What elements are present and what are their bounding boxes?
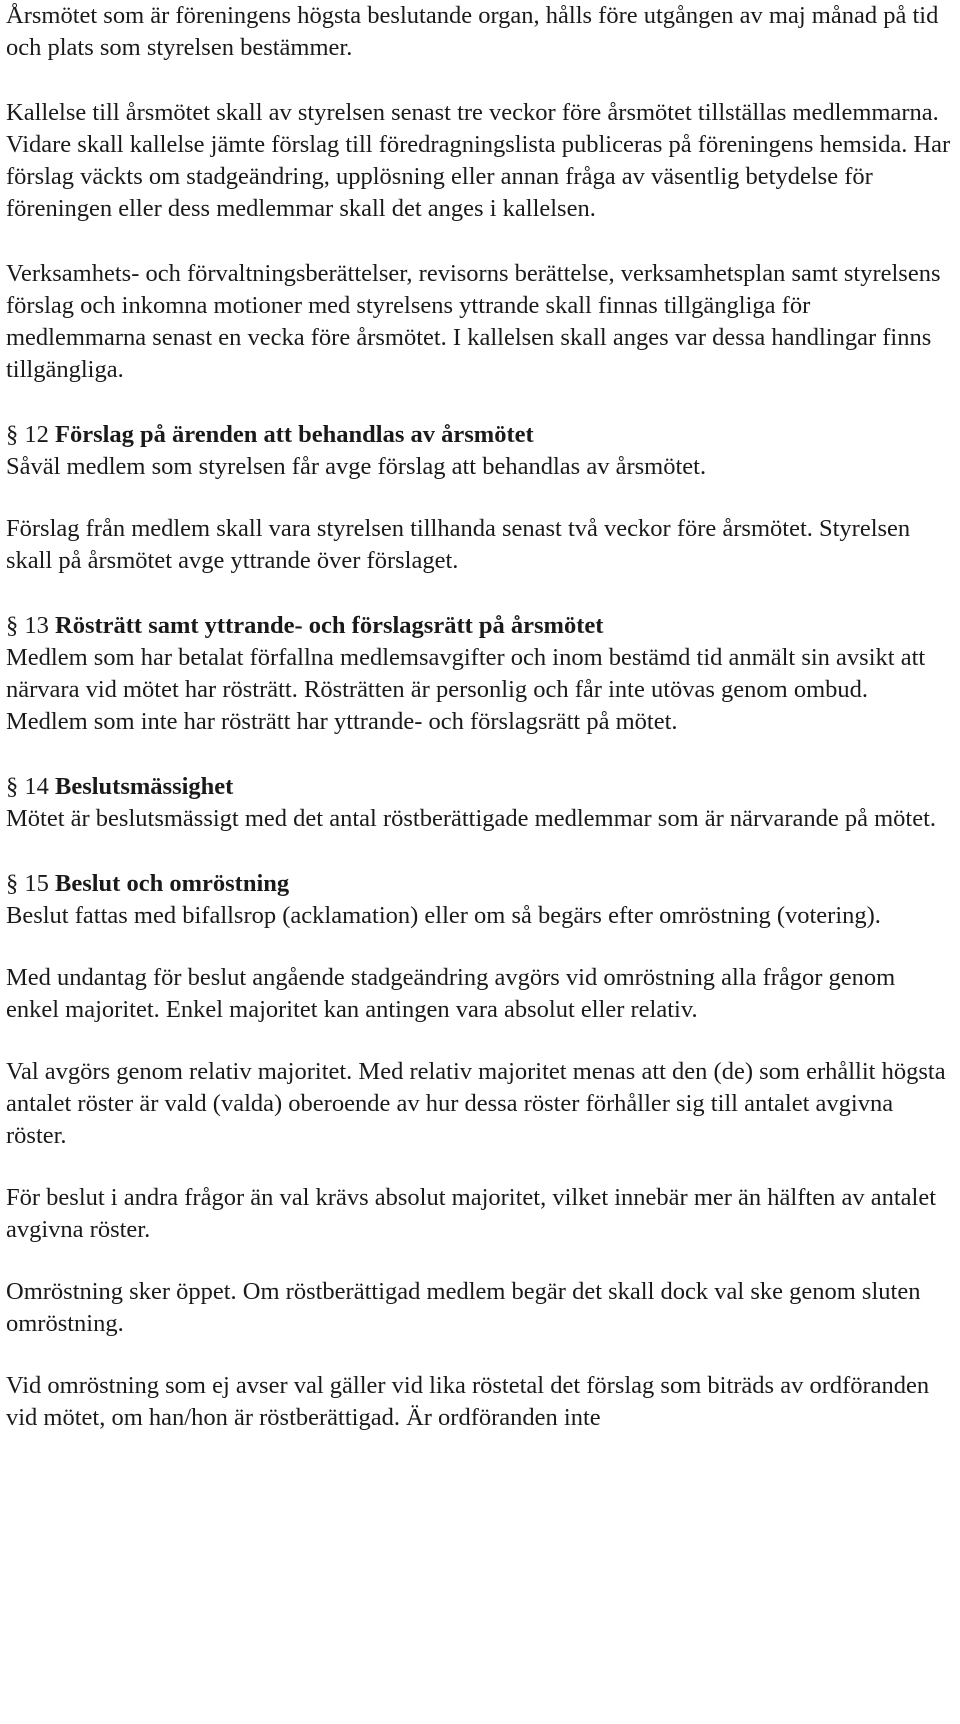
section-title: Rösträtt samt yttrande- och förslagsrätt på årsmötet — [55, 612, 604, 639]
section-symbol: § — [6, 773, 19, 800]
paragraph-arsmote-intro: Årsmötet som är föreningens högsta beslutande organ, hålls före utgången av maj månad på tid och plats som styrelsen bestämmer. — [6, 2, 939, 61]
document-page — [6, 0, 954, 1434]
section-heading — [6, 771, 954, 803]
section-14 — [6, 771, 954, 835]
section-heading — [6, 610, 954, 642]
section-number: 15 — [24, 870, 49, 897]
section-number: 13 — [24, 612, 49, 639]
paragraph-kallelse: Kallelse till årsmötet skall av styrelsen senast tre veckor före årsmötet tillställas medlemmarna. Vidare skall kallelse jämte förslag till föredragningslista publiceras på föreningens hemsida. Har förslag väckts om stadgeändring, upplösning eller annan fråga av väsentlig betydelse för föreningen eller dess medlemmar skall det anges i kallelsen. — [6, 99, 951, 222]
section-paragraph: Medlem som har betalat förfallna medlemsavgifter och inom bestämd tid anmält sin avsikt att närvara vid mötet har rösträtt. Rösträtten är personlig och får inte utövas genom ombud. Medlem som inte har rösträtt har yttrande- och förslagsrätt på mötet. — [6, 644, 926, 735]
section-paragraph: Val avgörs genom relativ majoritet. Med relativ majoritet menas att den (de) som erhållit högsta antalet röster är vald (valda) oberoende av hur dessa röster förhåller sig till antalet avgivna röster. — [6, 1058, 946, 1149]
section-paragraph: Vid omröstning som ej avser val gäller vid lika röstetal det förslag som biträds av ordföranden vid mötet, om han/hon är röstberättigad. Är ordföranden inte — [6, 1372, 930, 1431]
section-symbol: § — [6, 421, 19, 448]
section-15 — [6, 868, 954, 1434]
section-paragraph: Med undantag för beslut angående stadgeändring avgörs vid omröstning alla frågor genom enkel majoritet. Enkel majoritet kan antingen vara absolut eller relativ. — [6, 964, 896, 1023]
section-symbol: § — [6, 612, 19, 639]
section-paragraph: Beslut fattas med bifallsrop (acklamation) eller om så begärs efter omröstning (votering). — [6, 902, 881, 929]
section-paragraph: Såväl medlem som styrelsen får avge förslag att behandlas av årsmötet. — [6, 453, 707, 480]
section-symbol: § — [6, 870, 19, 897]
section-paragraph: Förslag från medlem skall vara styrelsen tillhanda senast två veckor före årsmötet. Styrelsen skall på årsmötet avge yttrande över förslaget. — [6, 515, 911, 574]
paragraph-handlingar: Verksamhets- och förvaltningsberättelser, revisorns berättelse, verksamhetsplan samt styrelsens förslag och inkomna motioner med styrelsens yttrande skall finnas tillgängliga för medlemmarna senast en vecka före årsmötet. I kallelsen skall anges var dessa handlingar finns tillgängliga. — [6, 260, 941, 383]
section-heading — [6, 419, 954, 451]
section-title: Beslutsmässighet — [55, 773, 234, 800]
section-title: Förslag på ärenden att behandlas av årsmötet — [55, 421, 534, 448]
section-12 — [6, 419, 954, 577]
section-13 — [6, 610, 954, 738]
section-number: 14 — [24, 773, 49, 800]
section-number: 12 — [24, 421, 49, 448]
section-paragraph: Omröstning sker öppet. Om röstberättigad medlem begär det skall dock val ske genom sluten omröstning. — [6, 1278, 921, 1337]
section-paragraph: Mötet är beslutsmässigt med det antal röstberättigade medlemmar som är närvarande på mötet. — [6, 805, 937, 832]
section-heading — [6, 868, 954, 900]
section-paragraph: För beslut i andra frågor än val krävs absolut majoritet, vilket innebär mer än hälften av antalet avgivna röster. — [6, 1184, 936, 1243]
section-title: Beslut och omröstning — [55, 870, 290, 897]
